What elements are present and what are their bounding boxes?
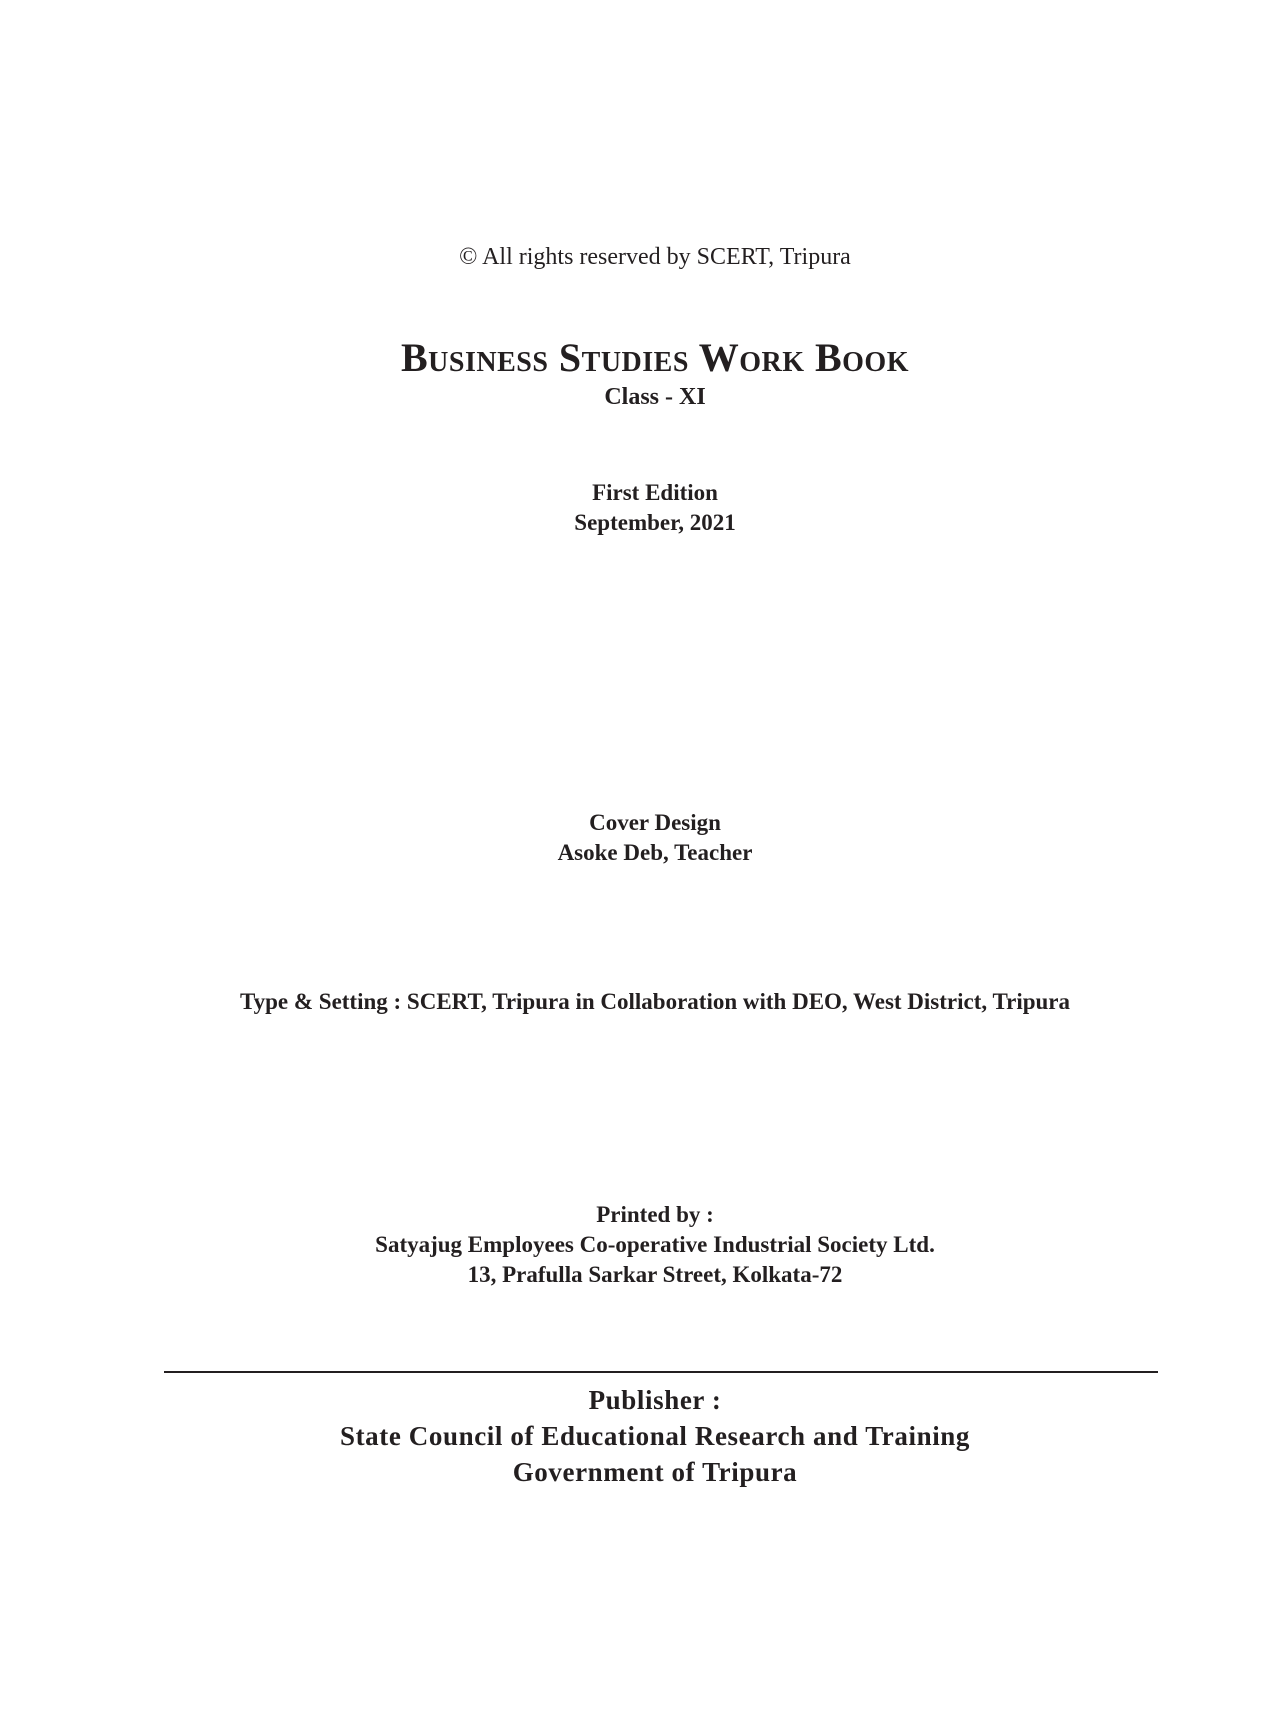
- type-setting-credit: [0, 989, 1275, 1015]
- publisher-divider: [164, 1371, 1158, 1373]
- book-class-text: Class - XI: [604, 384, 706, 410]
- copyright-notice: [0, 244, 1275, 271]
- printer-address: 13, Prafulla Sarkar Street, Kolkata-72: [467, 1262, 843, 1287]
- book-title: [0, 334, 1275, 381]
- publisher-label: Publisher :: [588, 1385, 722, 1415]
- book-class: [0, 384, 1275, 411]
- cover-design-credit: [0, 808, 1275, 868]
- cover-design-name: Asoke Deb, Teacher: [557, 840, 753, 865]
- copyright-text: © All rights reserved by SCERT, Tripura: [459, 244, 851, 270]
- edition-info: [0, 478, 1275, 538]
- printer-name: Satyajug Employees Co-operative Industrial Society Ltd.: [375, 1232, 935, 1257]
- printer-info: [0, 1200, 1275, 1290]
- publisher-name: State Council of Educational Research and Training: [339, 1421, 971, 1451]
- type-setting-text: Type & Setting : SCERT, Tripura in Collaboration with DEO, West District, Tripura: [239, 989, 1070, 1014]
- publisher-government: Government of Tripura: [512, 1457, 798, 1487]
- edition-date: September, 2021: [574, 510, 736, 535]
- book-title-text: Business Studies Work Book: [401, 335, 909, 380]
- edition-label: First Edition: [592, 480, 718, 505]
- publisher-info: [0, 1382, 1275, 1490]
- printer-label: Printed by :: [596, 1202, 714, 1227]
- cover-design-label: Cover Design: [589, 810, 721, 835]
